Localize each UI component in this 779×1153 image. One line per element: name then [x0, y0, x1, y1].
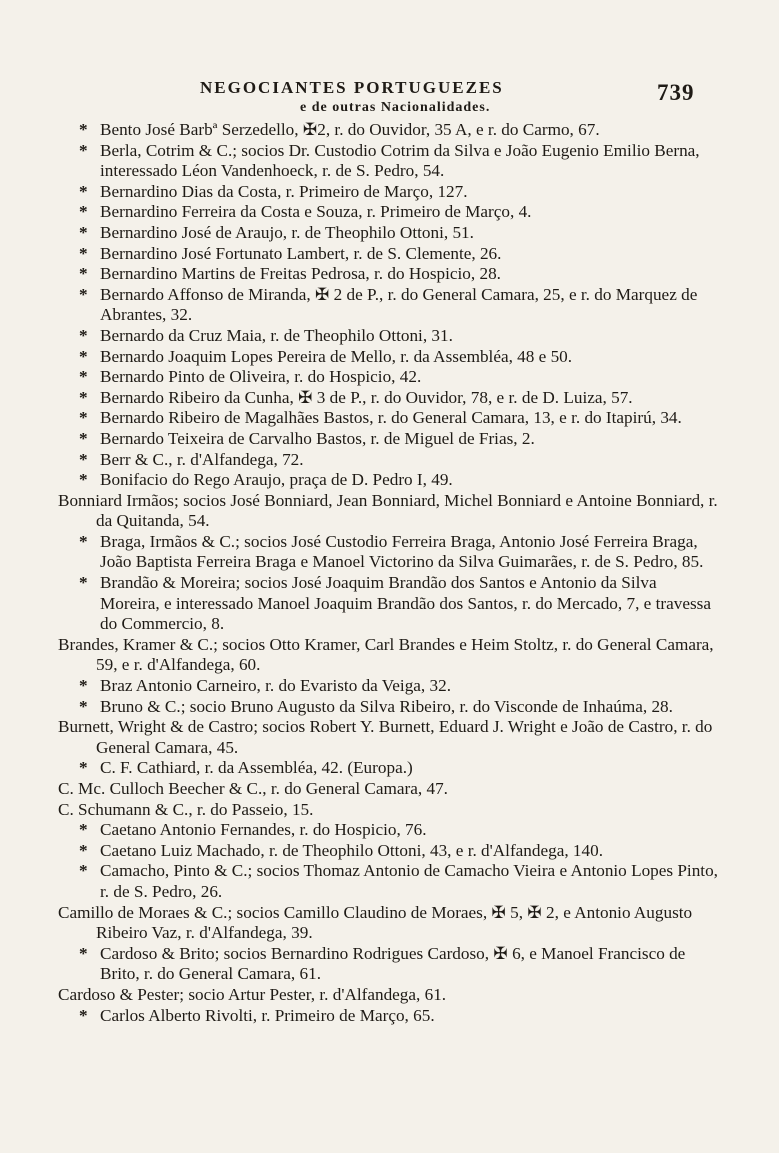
entry-text: C. Mc. Culloch Beecher & C., r. do General Camara, 47. — [58, 779, 448, 798]
directory-entry — [58, 326, 718, 347]
entry-text: Caetano Antonio Fernandes, r. do Hospicio, 76. — [100, 820, 427, 840]
directory-entry — [58, 985, 718, 1006]
entry-text: Bernardino Ferreira da Costa e Souza, r. Primeiro de Março, 4. — [100, 202, 532, 222]
entry-text: Camacho, Pinto & C.; socios Thomaz Antonio de Camacho Vieira e Antonio Lopes Pinto, r. de S. Pedro, 26. — [100, 861, 718, 901]
entry-marker: * — [79, 696, 88, 716]
page-number: 739 — [657, 80, 695, 105]
entry-marker: * — [79, 387, 88, 407]
directory-entry — [58, 800, 718, 821]
directory-entry — [58, 676, 718, 697]
directory-entry — [58, 388, 718, 409]
entry-marker: * — [79, 428, 88, 448]
directory-entry — [58, 635, 718, 676]
entry-text: Bernardo Affonso de Miranda, ✠ 2 de P., r. do General Camara, 25, e r. do Marquez de Abrantes, 32. — [100, 284, 698, 325]
directory-entry — [58, 841, 718, 862]
entry-marker: * — [79, 573, 88, 593]
entry-marker: * — [79, 222, 88, 242]
directory-entry — [58, 470, 718, 491]
directory-entry — [58, 429, 718, 450]
entry-text: Bernardo Teixeira de Carvalho Bastos, r. de Miguel de Frias, 2. — [100, 428, 535, 448]
directory-entry — [58, 861, 718, 902]
entry-text: Camillo de Moraes & C.; socios Camillo Claudino de Moraes, ✠ 5, ✠ 2, e Antonio Augusto Ribeiro Vaz, r. d'Alfandega, 39. — [58, 902, 693, 943]
directory-entry — [58, 1006, 718, 1027]
entry-marker: * — [79, 861, 88, 881]
entry-marker: * — [79, 243, 88, 263]
entry-marker: * — [79, 531, 88, 551]
running-title: NEGOCIANTES PORTUGUEZES — [200, 78, 504, 97]
entry-marker: * — [79, 120, 88, 139]
entry-text: Bernardino Martins de Freitas Pedrosa, r. do Hospicio, 28. — [100, 264, 501, 284]
entry-text: Berr & C., r. d'Alfandega, 72. — [100, 449, 304, 469]
directory-entry — [58, 903, 718, 944]
entry-text: Bento José Barbª Serzedello, ✠2, r. do Ouvidor, 35 A, e r. do Carmo, 67. — [100, 120, 600, 139]
entry-text: Caetano Luiz Machado, r. de Theophilo Ottoni, 43, e r. d'Alfandega, 140. — [100, 840, 604, 860]
entry-text: Braga, Irmãos & C.; socios José Custodio Ferreira Braga, Antonio José Ferreira Braga, João Baptista Ferreira Braga e Manoel Victorino da Silva Guimarães, r. de S. Pedro, 85. — [100, 531, 704, 572]
directory-entry — [58, 182, 718, 203]
directory-entry — [58, 944, 718, 985]
directory-entry — [58, 491, 718, 532]
entry-marker: * — [79, 1005, 88, 1025]
directory-entry — [58, 717, 718, 758]
entry-marker: * — [79, 820, 88, 840]
entry-marker: * — [79, 943, 88, 963]
entry-text: Bonniard Irmãos; socios José Bonniard, Jean Bonniard, Michel Bonniard e Antoine Bonniard, r. da Quitanda, 54. — [58, 490, 718, 531]
directory-entry — [58, 408, 718, 429]
directory-entry — [58, 347, 718, 368]
entry-marker: * — [79, 346, 88, 366]
entry-marker: * — [79, 367, 88, 387]
directory-entry — [58, 367, 718, 388]
entry-text: Cardoso & Brito; socios Bernardino Rodrigues Cardoso, ✠ 6, e Manoel Francisco de Brito, r. do General Camara, 61. — [100, 943, 686, 984]
entry-text: Bernardo Joaquim Lopes Pereira de Mello, r. da Assembléa, 48 e 50. — [100, 346, 573, 366]
entry-text: C. Schumann & C., r. do Passeio, 15. — [58, 799, 314, 819]
directory-entry — [58, 202, 718, 223]
directory-entry — [58, 450, 718, 471]
entry-text: Bernardino José Fortunato Lambert, r. de S. Clemente, 26. — [100, 243, 502, 263]
directory-entry — [58, 820, 718, 841]
directory-entry — [58, 758, 718, 779]
entry-text: Bernardo Ribeiro da Cunha, ✠ 3 de P., r. do Ouvidor, 78, e r. de D. Luiza, 57. — [100, 387, 633, 407]
directory-entry — [58, 697, 718, 718]
directory-entry — [58, 223, 718, 244]
directory-entry — [58, 264, 718, 285]
directory-entry — [58, 532, 718, 573]
entry-marker: * — [79, 676, 88, 696]
entry-text: Braz Antonio Carneiro, r. do Evaristo da Veiga, 32. — [100, 676, 451, 696]
entry-marker: * — [79, 470, 88, 490]
entry-marker: * — [79, 284, 88, 304]
entry-text: Berla, Cotrim & C.; socios Dr. Custodio Cotrim da Silva e João Eugenio Emilio Berna, interessado Léon Vandenhoeck, r. de S. Pedro, 54. — [100, 140, 700, 181]
entry-marker: * — [79, 202, 88, 222]
entry-text: Bonifacio do Rego Araujo, praça de D. Pedro I, 49. — [100, 470, 453, 490]
entry-text: Burnett, Wright & de Castro; socios Robert Y. Burnett, Eduard J. Wright e João de Castro, r. do General Camara, 45. — [58, 717, 713, 757]
directory-entry — [58, 779, 718, 800]
entry-marker: * — [79, 449, 88, 469]
entry-marker: * — [79, 408, 88, 428]
directory-entry — [58, 244, 718, 265]
directory-entry — [58, 120, 718, 141]
entry-text: Bruno & C.; socio Bruno Augusto da Silva Ribeiro, r. do Visconde de Inhaúma, 28. — [100, 696, 673, 716]
directory-entry — [58, 573, 718, 635]
directory-entry — [58, 141, 718, 182]
entry-text: Brandes, Kramer & C.; socios Otto Kramer, Carl Brandes e Heim Stoltz, r. do General Camara, 59, e r. d'Alfandega, 60. — [58, 634, 714, 675]
entry-text: Bernardo da Cruz Maia, r. de Theophilo Ottoni, 31. — [100, 325, 453, 345]
entry-marker: * — [79, 264, 88, 284]
directory-entry — [58, 285, 718, 326]
entry-marker: * — [79, 140, 88, 160]
entry-text: Bernardo Pinto de Oliveira, r. do Hospicio, 42. — [100, 367, 422, 387]
entry-text: C. F. Cathiard, r. da Assembléa, 42. (Europa.) — [100, 758, 413, 778]
section-subtitle: e de outras Nacionalidades. — [300, 100, 491, 115]
entry-text: Bernardo Ribeiro de Magalhães Bastos, r. do General Camara, 13, e r. do Itapirú, 34. — [100, 408, 682, 428]
entry-text: Bernardino José de Araujo, r. de Theophilo Ottoni, 51. — [100, 222, 474, 242]
entry-marker: * — [79, 758, 88, 778]
entry-marker: * — [79, 840, 88, 860]
entry-list — [58, 120, 718, 1026]
entry-text: Carlos Alberto Rivolti, r. Primeiro de Março, 65. — [100, 1005, 435, 1025]
entry-text: Cardoso & Pester; socio Artur Pester, r. d'Alfandega, 61. — [58, 984, 447, 1004]
entry-text: Brandão & Moreira; socios José Joaquim Brandão dos Santos e Antonio da Silva Moreira, e interessado Manoel Joaquim Brandão dos Santos, r. do Mercado, 7, e travessa do Commercio, 8. — [100, 573, 711, 634]
entry-text: Bernardino Dias da Costa, r. Primeiro de Março, 127. — [100, 181, 468, 201]
entry-marker: * — [79, 181, 88, 201]
entry-marker: * — [79, 325, 88, 345]
